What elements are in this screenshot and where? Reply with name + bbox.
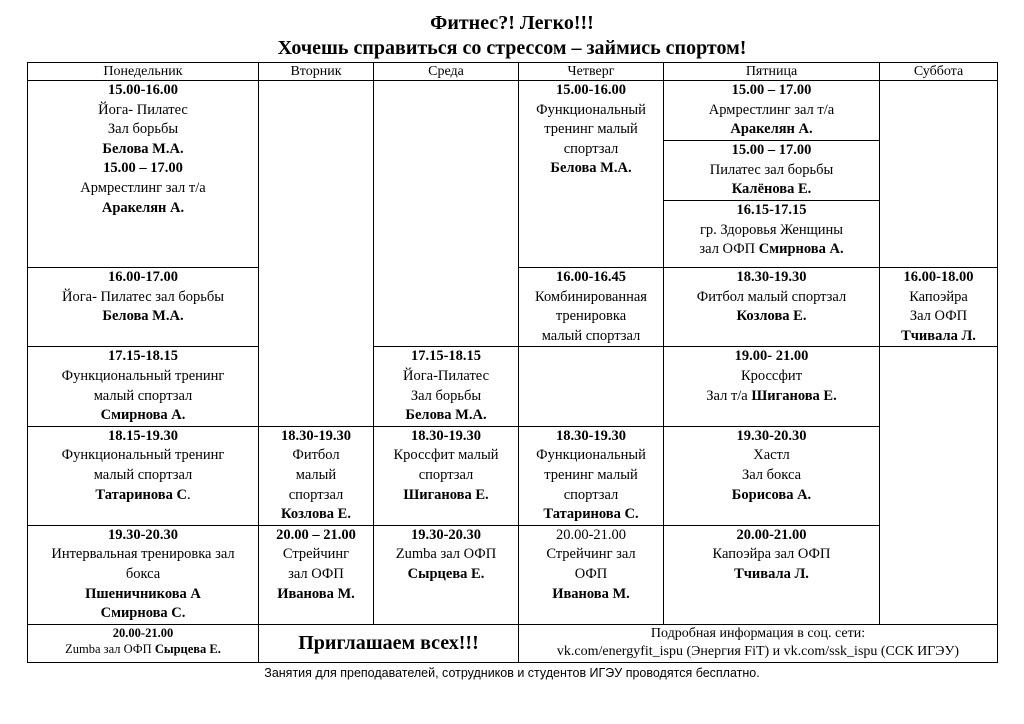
room-label: спортзал <box>288 486 344 503</box>
trainer-name: Калёнова Е. <box>731 181 812 198</box>
mon-slot-1 <box>28 81 259 268</box>
time-label: 19.00- 21.00 <box>734 348 809 365</box>
thu-slot-4 <box>519 426 664 525</box>
thu-slot-1 <box>519 81 664 268</box>
info-box <box>519 624 998 662</box>
time-label: 20.00-21.00 <box>112 625 174 640</box>
class-label: тренинг малый <box>544 121 638 138</box>
class-label: Фитбол <box>292 447 340 464</box>
page-title: Фитнес?! Легко!!! <box>430 12 594 34</box>
invite-banner: Приглашаем всех!!! <box>259 624 519 662</box>
time-label: 16.00-16.45 <box>555 269 627 285</box>
room-label: малый спортзал <box>93 387 193 404</box>
sat-empty-cell-2 <box>880 347 998 624</box>
class-label: Zumba зал ОФП Сырцева Е. <box>65 641 221 656</box>
room-label: зал ОФП Смирнова А. <box>699 241 844 258</box>
class-label: Армрестлинг зал т/а <box>708 101 835 118</box>
tue-empty-cell <box>259 81 374 427</box>
fri-slot-5 <box>664 525 880 624</box>
class-label: Йога- Пилатес <box>98 101 188 118</box>
time-label: 17.15-18.15 <box>107 348 179 365</box>
room-label: зал ОФП <box>288 565 344 582</box>
trainer-name: Белова М.А. <box>550 160 632 177</box>
class-label: Кроссфит <box>740 367 803 384</box>
time-label: 15.00 – 17.00 <box>731 142 812 158</box>
room-label: малый спортзал <box>541 327 641 344</box>
mon-slot-4 <box>28 426 259 525</box>
day-header-thursday: Четверг <box>519 63 664 81</box>
room-label: бокса <box>125 565 161 582</box>
trainer-name: Аракелян А. <box>730 121 813 138</box>
sat-slot-2 <box>880 268 998 347</box>
trainer-name: Тчивала Л. <box>734 565 809 582</box>
trainer-name: Белова М.А. <box>102 308 184 325</box>
thu-slot-5 <box>519 525 664 624</box>
room-label: спортзал <box>418 466 474 483</box>
trainer-name: Козлова Е. <box>736 308 807 325</box>
mon-slot-3 <box>28 347 259 426</box>
trainer-name: Смирнова А. <box>758 241 844 258</box>
wed-slot-4 <box>374 426 519 525</box>
info-links: vk.com/energyfit_ispu (Энергия FiT) и vk.com/ssk_ispu (ССК ИГЭУ) <box>556 643 960 659</box>
time-label: 16.00-17.00 <box>107 269 179 285</box>
day-header-tuesday: Вторник <box>259 63 374 81</box>
tue-slot-5 <box>259 525 374 624</box>
class-label: Стрейчинг <box>282 546 350 563</box>
time-label: 16.00-18.00 <box>903 269 974 285</box>
time-label: 19.30-20.30 <box>410 526 482 543</box>
trainer-name: Козлова Е. <box>281 506 351 523</box>
footer-note: Занятия для преподавателей, сотрудников и студентов ИГЭУ проводятся бесплатно. <box>264 666 760 680</box>
trainer-name: Тчивала Л. <box>901 327 976 344</box>
trainer-name: Шиганова Е. <box>751 387 837 404</box>
trainer-name: Татаринова С. <box>543 506 639 523</box>
time-label: 17.15-18.15 <box>410 348 482 365</box>
class-label: Капоэйра <box>909 288 968 305</box>
fri-slot-1c <box>664 201 880 268</box>
time-label: 20.00 – 21.00 <box>276 526 356 543</box>
day-header-wednesday: Среда <box>374 63 519 81</box>
thu-empty-cell <box>519 347 664 426</box>
trainer-name: Белова М.А. <box>102 140 184 157</box>
mon-slot-5 <box>28 525 259 624</box>
wed-empty-cell <box>374 81 519 347</box>
room-label: ОФП <box>574 565 608 582</box>
class-label: Йога- Пилатес зал борьбы <box>61 288 225 305</box>
trainer-name: Пшеничникова А <box>85 585 201 602</box>
class-label: Функциональный <box>536 447 646 464</box>
trainer-name: Иванова М. <box>552 585 630 602</box>
time-label: 18.30-19.30 <box>736 269 807 285</box>
day-header-friday: Пятница <box>664 63 880 81</box>
room-label: Зал бокса <box>741 466 802 483</box>
class-label: Комбинированная <box>535 288 647 305</box>
time-label: 20.00-21.00 <box>555 526 627 543</box>
class-label: Капоэйра зал ОФП <box>712 546 831 563</box>
trainer-name: Белова М.А. <box>405 407 487 424</box>
tue-slot-4 <box>259 426 374 525</box>
time-label: 15.00-16.00 <box>107 82 179 98</box>
time-label: 16.15-17.15 <box>736 202 807 218</box>
room-label: спортзал <box>563 140 619 157</box>
room-label: Зал борьбы <box>107 121 179 138</box>
class-label: Интервальная тренировка зал <box>51 546 235 563</box>
class-label: Zumba зал ОФП <box>395 546 497 563</box>
fri-slot-4 <box>664 426 880 525</box>
time-label: 18.30-19.30 <box>410 427 482 444</box>
time-label: 18.30-19.30 <box>280 427 352 444</box>
wed-slot-5 <box>374 525 519 624</box>
time-label: 18.15-19.30 <box>107 427 179 444</box>
schedule-table <box>27 62 998 663</box>
info-heading: Подробная информация в соц. сети: <box>650 625 866 641</box>
time-label: 20.00-21.00 <box>736 526 807 543</box>
class-label: тренинг малый <box>544 466 638 483</box>
trainer-name: Татаринова С. <box>95 486 191 503</box>
class-label: Стрейчинг зал <box>546 546 636 563</box>
time-label: 15.00 – 17.00 <box>103 160 183 177</box>
class-label: Фитбол малый спортзал <box>696 288 847 305</box>
mon-slot-6 <box>28 624 259 662</box>
room-label: малый <box>295 466 337 483</box>
time-label: 15.00-16.00 <box>555 82 627 98</box>
header-row <box>28 63 998 81</box>
class-label: Йога-Пилатес <box>402 367 490 384</box>
mon-slot-2 <box>28 268 259 347</box>
fri-slot-1a <box>664 81 880 141</box>
time-label: 19.30-20.30 <box>107 526 179 543</box>
trainer-name: Аракелян А. <box>101 199 185 216</box>
class-label: Функциональный тренинг <box>61 367 225 384</box>
trainer-name: Сырцева Е. <box>407 565 485 582</box>
room-label: спортзал <box>563 486 619 503</box>
class-label: Функциональный <box>536 101 646 118</box>
fri-slot-3 <box>664 347 880 426</box>
trainer-name: Сырцева Е. <box>154 641 221 656</box>
class-label: Кроссфит малый <box>393 447 499 464</box>
class-label: Функциональный тренинг <box>61 447 225 464</box>
class-label: Хастл <box>753 447 790 464</box>
time-label: 15.00 – 17.00 <box>731 82 812 98</box>
trainer-name: Смирнова А. <box>100 407 186 424</box>
trainer-name: Иванова М. <box>277 585 355 602</box>
class-label: Пилатес зал борьбы <box>709 161 834 178</box>
trainer-name: Смирнова С. <box>100 605 186 622</box>
class-label: тренировка <box>555 308 627 325</box>
sat-empty-cell <box>880 81 998 268</box>
room-label: Зал т/а Шиганова Е. <box>706 387 837 404</box>
room-label: малый спортзал <box>93 466 193 483</box>
trainer-name: Борисова А. <box>731 486 812 503</box>
fri-slot-1b <box>664 141 880 201</box>
thu-slot-2 <box>519 268 664 347</box>
room-label: Зал борьбы <box>410 387 482 404</box>
time-label: 18.30-19.30 <box>555 427 627 444</box>
day-header-monday: Понедельник <box>28 63 259 81</box>
class-label: Армрестлинг зал т/а <box>80 179 206 196</box>
trainer-name: Шиганова Е. <box>403 486 489 503</box>
time-label: 19.30-20.30 <box>736 427 807 444</box>
fri-slot-2 <box>664 268 880 347</box>
room-label: Зал ОФП <box>909 308 968 325</box>
class-label: гр. Здоровья Женщины <box>699 221 844 238</box>
wed-slot-3 <box>374 347 519 426</box>
day-header-saturday: Суббота <box>880 63 998 81</box>
page-subtitle: Хочешь справиться со стрессом – займись спортом! <box>277 37 747 59</box>
